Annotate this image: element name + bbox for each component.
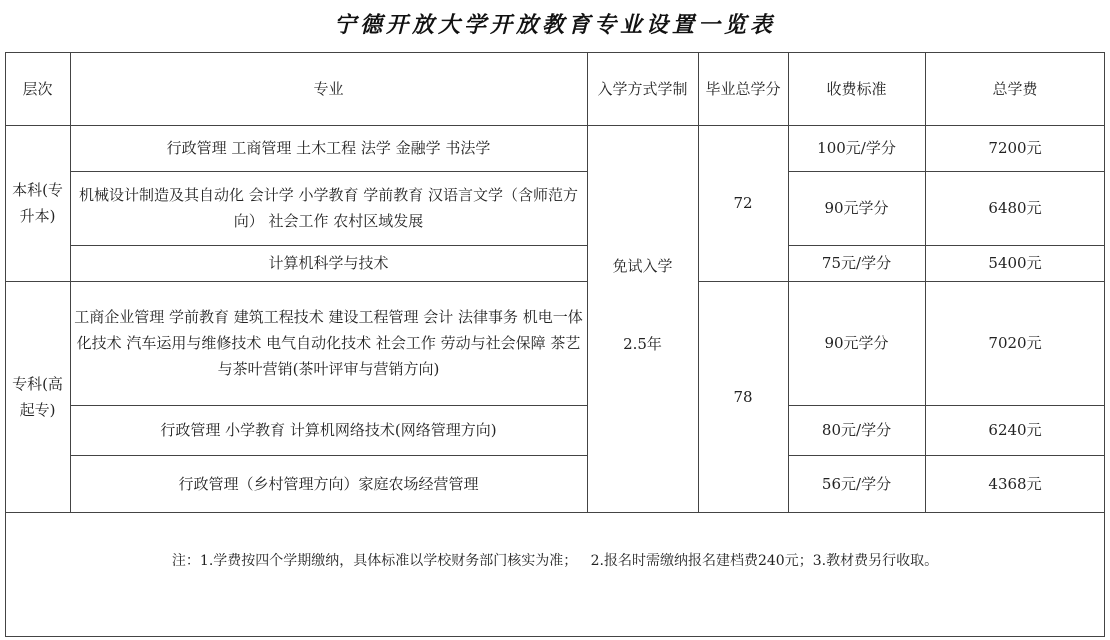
bachelor-fee-2: 90元学分: [824, 199, 889, 217]
bachelor-majors-2: 机械设计制造及其自动化 会计学 小学教育 学前教育 汉语言文学（含师范方向） 社会工作 农村区域发展: [78, 186, 579, 230]
associate-total-1: 7020元: [988, 334, 1042, 352]
level-associate: 专科(高起专): [12, 374, 63, 419]
associate-majors-1: 工商企业管理 学前教育 建筑工程技术 建设工程管理 会计 法律事务 机电一体化技术 汽车运用与维修技术 电气自动化技术 社会工作 劳动与社会保障 茶艺与茶叶营销(茶叶评审与营销方向): [74, 308, 583, 378]
associate-fee-1: 90元学分: [824, 334, 889, 352]
footnote: 注：1.学费按四个学期缴纳，具体标准以学校财务部门核实为准； 2.报名时需缴纳报名建档费240元；3.教材费另行收取。: [171, 552, 939, 569]
associate-majors-2: 行政管理 小学教育 计算机网络技术(网络管理方向): [160, 421, 497, 439]
associate-total-3: 4368元: [988, 474, 1042, 493]
bachelor-total-1: 7200元: [988, 139, 1042, 157]
level-bachelor: 本科(专升本): [12, 181, 63, 225]
associate-total-2: 6240元: [988, 421, 1042, 439]
page-title: 宁德开放大学开放教育专业设置一览表: [333, 12, 776, 38]
bachelor-fee-3: 75元/学分: [821, 254, 892, 272]
bachelor-majors-3: 计算机科学与技术: [268, 254, 389, 272]
admission-duration: 2.5年: [623, 335, 662, 353]
bachelor-credits: 72: [733, 194, 753, 212]
associate-fee-3: 56元/学分: [821, 474, 892, 493]
bachelor-total-3: 5400元: [988, 254, 1042, 272]
associate-credits: 78: [733, 387, 753, 406]
header-admission: 入学方式学制: [597, 79, 688, 98]
header-major: 专业: [313, 79, 344, 98]
associate-fee-2: 80元/学分: [821, 421, 892, 439]
header-fee-standard: 收费标准: [826, 79, 887, 98]
header-level: 层次: [22, 79, 53, 98]
admission-mode: 免试入学: [612, 257, 673, 275]
header-total-fee: 总学费: [992, 79, 1038, 98]
bachelor-fee-1: 100元/学分: [817, 139, 896, 157]
associate-majors-3: 行政管理（乡村管理方向）家庭农场经营管理: [178, 474, 479, 493]
header-credits: 毕业总学分: [705, 79, 781, 98]
bachelor-majors-1: 行政管理 工商管理 土木工程 法学 金融学 书法学: [166, 139, 491, 157]
bachelor-total-2: 6480元: [988, 199, 1042, 217]
